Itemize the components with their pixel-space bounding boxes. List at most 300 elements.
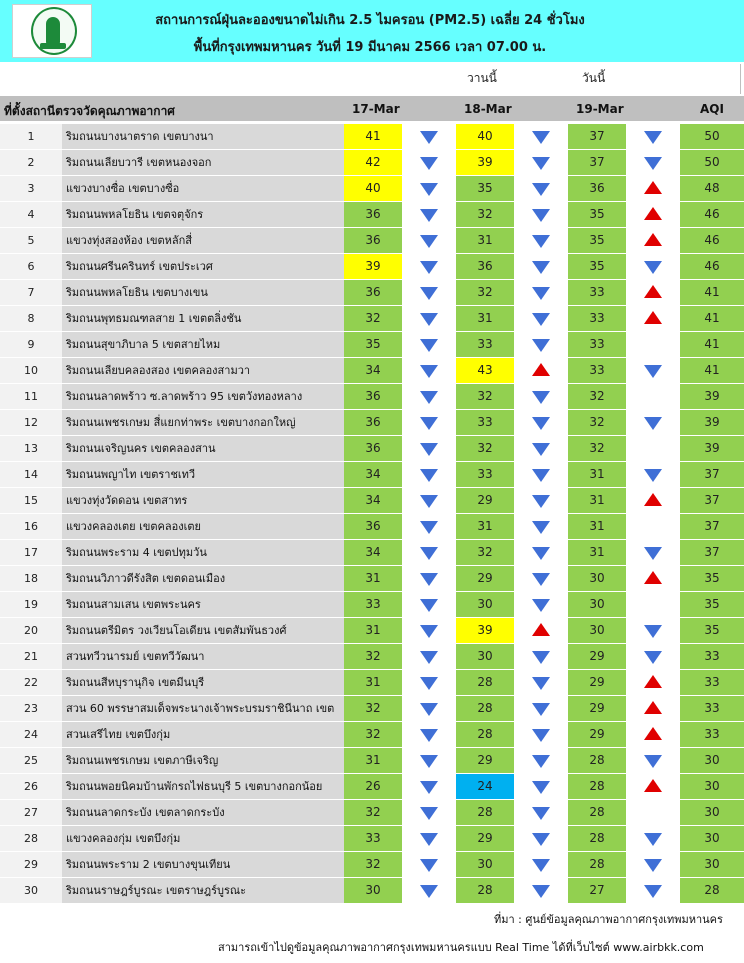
arrow-down-icon [420, 729, 438, 742]
pm25-value-17-mar: 31 [344, 670, 402, 695]
pm25-value-19-mar: 31 [568, 514, 626, 539]
station-name: ริมถนนเลียบวารี เขตหนองจอก [62, 150, 344, 175]
pm25-value-17-mar: 40 [344, 176, 402, 201]
trend-cell [626, 358, 680, 383]
pm25-value-17-mar: 32 [344, 722, 402, 747]
aqi-value: 48 [680, 176, 744, 201]
pm25-value-18-mar: 29 [456, 488, 514, 513]
pm25-value-17-mar: 32 [344, 852, 402, 877]
arrow-down-icon [532, 339, 550, 352]
arrow-up-icon [532, 623, 550, 636]
aqi-value: 50 [680, 150, 744, 175]
pm25-value-18-mar: 31 [456, 306, 514, 331]
arrow-down-icon [532, 313, 550, 326]
pm25-value-18-mar: 32 [456, 540, 514, 565]
trend-cell [626, 306, 680, 331]
trend-cell [626, 202, 680, 227]
station-number: 19 [0, 592, 62, 617]
pm25-value-18-mar: 29 [456, 748, 514, 773]
pm25-value-18-mar: 28 [456, 878, 514, 903]
trend-cell [626, 332, 680, 357]
trend-cell [402, 852, 456, 877]
trend-cell [514, 436, 568, 461]
station-number: 4 [0, 202, 62, 227]
station-number: 15 [0, 488, 62, 513]
pm25-value-19-mar: 32 [568, 384, 626, 409]
pm25-value-19-mar: 36 [568, 176, 626, 201]
arrow-up-icon [644, 233, 662, 246]
trend-cell [402, 176, 456, 201]
arrow-down-icon [532, 183, 550, 196]
arrow-down-icon [420, 859, 438, 872]
arrow-down-icon [420, 443, 438, 456]
aqi-value: 33 [680, 644, 744, 669]
table-row [0, 800, 744, 826]
trend-cell [402, 722, 456, 747]
arrow-down-icon [420, 547, 438, 560]
table-row [0, 176, 744, 202]
pm25-value-18-mar: 28 [456, 670, 514, 695]
pm25-value-18-mar: 30 [456, 644, 514, 669]
pm25-value-19-mar: 28 [568, 826, 626, 851]
arrow-down-icon [644, 885, 662, 898]
aqi-value: 37 [680, 462, 744, 487]
trend-cell [626, 852, 680, 877]
pm25-value-17-mar: 36 [344, 202, 402, 227]
trend-cell [626, 254, 680, 279]
arrow-down-icon [644, 131, 662, 144]
trend-cell [402, 124, 456, 149]
pm25-value-19-mar: 33 [568, 280, 626, 305]
aqi-value: 28 [680, 878, 744, 903]
pm25-value-18-mar: 32 [456, 384, 514, 409]
pm25-value-18-mar: 36 [456, 254, 514, 279]
arrow-down-icon [532, 573, 550, 586]
arrow-down-icon [420, 417, 438, 430]
table-row [0, 202, 744, 228]
trend-cell [402, 566, 456, 591]
pm25-value-19-mar: 35 [568, 202, 626, 227]
pm25-value-17-mar: 41 [344, 124, 402, 149]
aqi-value: 35 [680, 566, 744, 591]
trend-cell [402, 202, 456, 227]
aqi-value: 39 [680, 410, 744, 435]
arrow-down-icon [420, 599, 438, 612]
pm25-value-19-mar: 29 [568, 670, 626, 695]
station-name: แขวงคลองกุ่ม เขตบึงกุ่ม [62, 826, 344, 851]
trend-cell [626, 384, 680, 409]
trend-cell [514, 410, 568, 435]
trend-cell [626, 176, 680, 201]
pm25-value-18-mar: 32 [456, 202, 514, 227]
pm25-value-17-mar: 31 [344, 618, 402, 643]
station-number: 9 [0, 332, 62, 357]
pm25-value-17-mar: 32 [344, 644, 402, 669]
pm25-value-19-mar: 37 [568, 124, 626, 149]
arrow-up-icon [532, 363, 550, 376]
trend-cell [402, 618, 456, 643]
station-number: 6 [0, 254, 62, 279]
realtime-note: สามารถเข้าไปดูข้อมูลคุณภาพอากาศกรุงเทพมหานครแบบ Real Time ได้ที่เว็บไซต์ www.airbkk.com [218, 941, 704, 954]
table-row [0, 436, 744, 462]
arrow-up-icon [644, 285, 662, 298]
trend-cell [402, 488, 456, 513]
aqi-value: 30 [680, 748, 744, 773]
station-name: ริมถนนสุขาภิบาล 5 เขตสายไหม [62, 332, 344, 357]
pm25-value-17-mar: 31 [344, 748, 402, 773]
table-row [0, 722, 744, 748]
pm25-value-17-mar: 32 [344, 306, 402, 331]
trend-cell [626, 150, 680, 175]
pm25-value-18-mar: 32 [456, 436, 514, 461]
pm25-value-17-mar: 32 [344, 800, 402, 825]
pm25-value-17-mar: 36 [344, 280, 402, 305]
seal-figure-icon [46, 17, 60, 45]
pm25-value-17-mar: 34 [344, 358, 402, 383]
pm25-value-19-mar: 30 [568, 592, 626, 617]
table-row [0, 774, 744, 800]
pm25-value-17-mar: 36 [344, 436, 402, 461]
station-name: ริมถนนเพชรเกษม เขตภาษีเจริญ [62, 748, 344, 773]
pm25-value-17-mar: 39 [344, 254, 402, 279]
arrow-down-icon [644, 651, 662, 664]
arrow-down-icon [532, 261, 550, 274]
trend-cell [626, 800, 680, 825]
trend-cell [514, 592, 568, 617]
arrow-up-icon [644, 779, 662, 792]
station-name: แขวงทุ่งวัดดอน เขตสาทร [62, 488, 344, 513]
station-name: แขวงทุ่งสองห้อง เขตหลักสี่ [62, 228, 344, 253]
station-number: 24 [0, 722, 62, 747]
pm25-value-18-mar: 28 [456, 800, 514, 825]
arrow-down-icon [532, 521, 550, 534]
trend-cell [514, 748, 568, 773]
table-row [0, 696, 744, 722]
station-number: 13 [0, 436, 62, 461]
pm25-value-19-mar: 29 [568, 696, 626, 721]
trend-cell [402, 462, 456, 487]
table-row [0, 384, 744, 410]
pm25-value-18-mar: 30 [456, 852, 514, 877]
arrow-down-icon [532, 469, 550, 482]
arrow-down-icon [532, 651, 550, 664]
station-number: 10 [0, 358, 62, 383]
arrow-down-icon [532, 547, 550, 560]
aqi-value: 35 [680, 592, 744, 617]
station-table [0, 124, 744, 904]
trend-cell [514, 566, 568, 591]
header-banner [0, 0, 744, 62]
arrow-down-icon [644, 625, 662, 638]
pm25-value-19-mar: 30 [568, 566, 626, 591]
station-number: 20 [0, 618, 62, 643]
trend-cell [514, 462, 568, 487]
arrow-down-icon [420, 365, 438, 378]
pm25-value-17-mar: 26 [344, 774, 402, 799]
pm25-value-18-mar: 39 [456, 150, 514, 175]
station-name: ริมถนนพระราม 2 เขตบางขุนเทียน [62, 852, 344, 877]
aqi-value: 37 [680, 488, 744, 513]
aqi-value: 30 [680, 852, 744, 877]
trend-cell [514, 280, 568, 305]
pm25-value-17-mar: 32 [344, 696, 402, 721]
trend-cell [402, 228, 456, 253]
pm25-value-17-mar: 31 [344, 566, 402, 591]
station-name: ริมถนนวิภาวดีรังสิต เขตดอนเมือง [62, 566, 344, 591]
station-number: 26 [0, 774, 62, 799]
arrow-up-icon [644, 311, 662, 324]
station-number: 3 [0, 176, 62, 201]
arrow-down-icon [532, 287, 550, 300]
table-row [0, 410, 744, 436]
trend-cell [514, 722, 568, 747]
table-row [0, 462, 744, 488]
arrow-down-icon [532, 807, 550, 820]
arrow-down-icon [420, 833, 438, 846]
pm25-value-19-mar: 29 [568, 722, 626, 747]
pm25-value-17-mar: 34 [344, 540, 402, 565]
trend-cell [402, 254, 456, 279]
trend-cell [402, 748, 456, 773]
trend-cell [514, 306, 568, 331]
pm25-value-18-mar: 24 [456, 774, 514, 799]
table-row [0, 228, 744, 254]
pm25-value-19-mar: 28 [568, 800, 626, 825]
arrow-down-icon [420, 495, 438, 508]
table-row [0, 514, 744, 540]
aqi-value: 41 [680, 358, 744, 383]
pm25-value-17-mar: 33 [344, 826, 402, 851]
trend-cell [514, 644, 568, 669]
table-row [0, 332, 744, 358]
pm25-value-17-mar: 36 [344, 514, 402, 539]
trend-cell [514, 254, 568, 279]
aqi-value: 30 [680, 774, 744, 799]
trend-cell [626, 436, 680, 461]
arrow-down-icon [420, 807, 438, 820]
trend-cell [626, 826, 680, 851]
station-number: 30 [0, 878, 62, 903]
station-number: 21 [0, 644, 62, 669]
table-row [0, 748, 744, 774]
table-row [0, 488, 744, 514]
pm25-value-19-mar: 28 [568, 774, 626, 799]
today-label: วันนี้ [582, 71, 606, 85]
pm25-value-17-mar: 30 [344, 878, 402, 903]
trend-cell [514, 514, 568, 539]
trend-cell [514, 774, 568, 799]
arrow-up-icon [644, 181, 662, 194]
seal-base-icon [40, 43, 66, 49]
pm25-value-19-mar: 33 [568, 306, 626, 331]
arrow-down-icon [420, 677, 438, 690]
arrow-down-icon [644, 365, 662, 378]
pm25-value-17-mar: 36 [344, 384, 402, 409]
date2-column-header: 18-Mar [464, 102, 512, 116]
arrow-down-icon [532, 677, 550, 690]
trend-cell [626, 462, 680, 487]
arrow-down-icon [532, 417, 550, 430]
pm25-value-18-mar: 31 [456, 514, 514, 539]
arrow-down-icon [420, 625, 438, 638]
arrow-down-icon [644, 157, 662, 170]
aqi-value: 46 [680, 254, 744, 279]
pm25-value-18-mar: 29 [456, 826, 514, 851]
station-name: ริมถนนพหลโยธิน เขตจตุจักร [62, 202, 344, 227]
arrow-down-icon [532, 833, 550, 846]
station-name: ริมถนนพหลโยธิน เขตบางเขน [62, 280, 344, 305]
pm25-value-18-mar: 32 [456, 280, 514, 305]
aqi-value: 39 [680, 384, 744, 409]
pm25-value-18-mar: 43 [456, 358, 514, 383]
trend-cell [402, 332, 456, 357]
station-number: 27 [0, 800, 62, 825]
station-name: ริมถนนลาดกระบัง เขตลาดกระบัง [62, 800, 344, 825]
arrow-down-icon [420, 521, 438, 534]
arrow-down-icon [420, 157, 438, 170]
pm25-value-19-mar: 27 [568, 878, 626, 903]
trend-cell [402, 670, 456, 695]
trend-cell [514, 878, 568, 903]
pm25-value-17-mar: 33 [344, 592, 402, 617]
pm25-value-17-mar: 36 [344, 228, 402, 253]
location-column-header: ที่ตั้งสถานีตรวจวัดคุณภาพอากาศ [4, 104, 175, 118]
pm25-value-17-mar: 42 [344, 150, 402, 175]
aqi-value: 37 [680, 514, 744, 539]
station-name: ริมถนนเจริญนคร เขตคลองสาน [62, 436, 344, 461]
pm25-value-17-mar: 35 [344, 332, 402, 357]
station-name: แขวงคลองเตย เขตคลองเตย [62, 514, 344, 539]
station-number: 23 [0, 696, 62, 721]
trend-cell [402, 878, 456, 903]
trend-cell [626, 228, 680, 253]
table-row [0, 644, 744, 670]
trend-cell [514, 228, 568, 253]
aqi-value: 46 [680, 228, 744, 253]
arrow-down-icon [420, 287, 438, 300]
trend-cell [402, 800, 456, 825]
trend-cell [402, 436, 456, 461]
pm25-value-18-mar: 39 [456, 618, 514, 643]
aqi-value: 30 [680, 826, 744, 851]
aqi-value: 37 [680, 540, 744, 565]
arrow-down-icon [420, 781, 438, 794]
arrow-up-icon [644, 727, 662, 740]
pm25-value-17-mar: 36 [344, 410, 402, 435]
aqi-value: 33 [680, 722, 744, 747]
trend-cell [626, 618, 680, 643]
trend-cell [514, 202, 568, 227]
trend-cell [626, 878, 680, 903]
pm25-value-19-mar: 35 [568, 254, 626, 279]
station-number: 22 [0, 670, 62, 695]
trend-cell [626, 514, 680, 539]
arrow-down-icon [420, 183, 438, 196]
trend-cell [626, 566, 680, 591]
trend-cell [626, 748, 680, 773]
arrow-down-icon [532, 235, 550, 248]
table-row [0, 150, 744, 176]
bangkok-seal-logo [12, 4, 92, 58]
station-name: ริมถนนลาดพร้าว ซ.ลาดพร้าว 95 เขตวังทองหลาง [62, 384, 344, 409]
arrow-up-icon [644, 675, 662, 688]
trend-cell [514, 488, 568, 513]
yesterday-label: วานนี้ [467, 71, 497, 85]
trend-cell [514, 384, 568, 409]
arrow-down-icon [644, 547, 662, 560]
station-name: ริมถนนสามเสน เขตพระนคร [62, 592, 344, 617]
trend-cell [514, 124, 568, 149]
trend-cell [402, 358, 456, 383]
arrow-up-icon [644, 207, 662, 220]
station-number: 29 [0, 852, 62, 877]
trend-cell [514, 800, 568, 825]
trend-cell [626, 774, 680, 799]
pm25-value-19-mar: 28 [568, 852, 626, 877]
divider [740, 64, 741, 94]
arrow-down-icon [532, 495, 550, 508]
station-number: 28 [0, 826, 62, 851]
arrow-down-icon [532, 443, 550, 456]
trend-cell [626, 488, 680, 513]
table-row [0, 306, 744, 332]
arrow-down-icon [420, 573, 438, 586]
trend-cell [514, 618, 568, 643]
arrow-down-icon [420, 209, 438, 222]
arrow-down-icon [420, 703, 438, 716]
table-row [0, 826, 744, 852]
arrow-down-icon [420, 391, 438, 404]
pm25-value-19-mar: 35 [568, 228, 626, 253]
pm25-value-18-mar: 30 [456, 592, 514, 617]
trend-cell [402, 826, 456, 851]
pm25-value-18-mar: 28 [456, 722, 514, 747]
arrow-down-icon [644, 859, 662, 872]
station-number: 7 [0, 280, 62, 305]
station-number: 11 [0, 384, 62, 409]
arrow-down-icon [532, 729, 550, 742]
station-name: สวนเสรีไทย เขตบึงกุ่ม [62, 722, 344, 747]
pm25-value-19-mar: 32 [568, 436, 626, 461]
trend-cell [514, 176, 568, 201]
report-title: สถานการณ์ฝุ่นละอองขนาดไม่เกิน 2.5 ไมครอน (PM2.5) เฉลี่ย 24 ชั่วโมง [155, 13, 585, 28]
arrow-down-icon [420, 339, 438, 352]
trend-cell [626, 280, 680, 305]
station-number: 1 [0, 124, 62, 149]
pm25-value-19-mar: 29 [568, 644, 626, 669]
table-row [0, 852, 744, 878]
arrow-up-icon [644, 493, 662, 506]
pm25-value-17-mar: 34 [344, 462, 402, 487]
arrow-up-icon [644, 701, 662, 714]
trend-cell [626, 410, 680, 435]
trend-cell [402, 774, 456, 799]
trend-cell [514, 540, 568, 565]
station-number: 8 [0, 306, 62, 331]
column-header-row [0, 96, 744, 121]
trend-cell [402, 410, 456, 435]
arrow-down-icon [532, 859, 550, 872]
arrow-down-icon [420, 261, 438, 274]
arrow-down-icon [420, 313, 438, 326]
arrow-down-icon [420, 885, 438, 898]
trend-cell [402, 540, 456, 565]
arrow-down-icon [532, 755, 550, 768]
station-name: ริมถนนพระราม 4 เขตปทุมวัน [62, 540, 344, 565]
station-number: 2 [0, 150, 62, 175]
aqi-column-header: AQI [700, 102, 724, 116]
trend-cell [402, 280, 456, 305]
